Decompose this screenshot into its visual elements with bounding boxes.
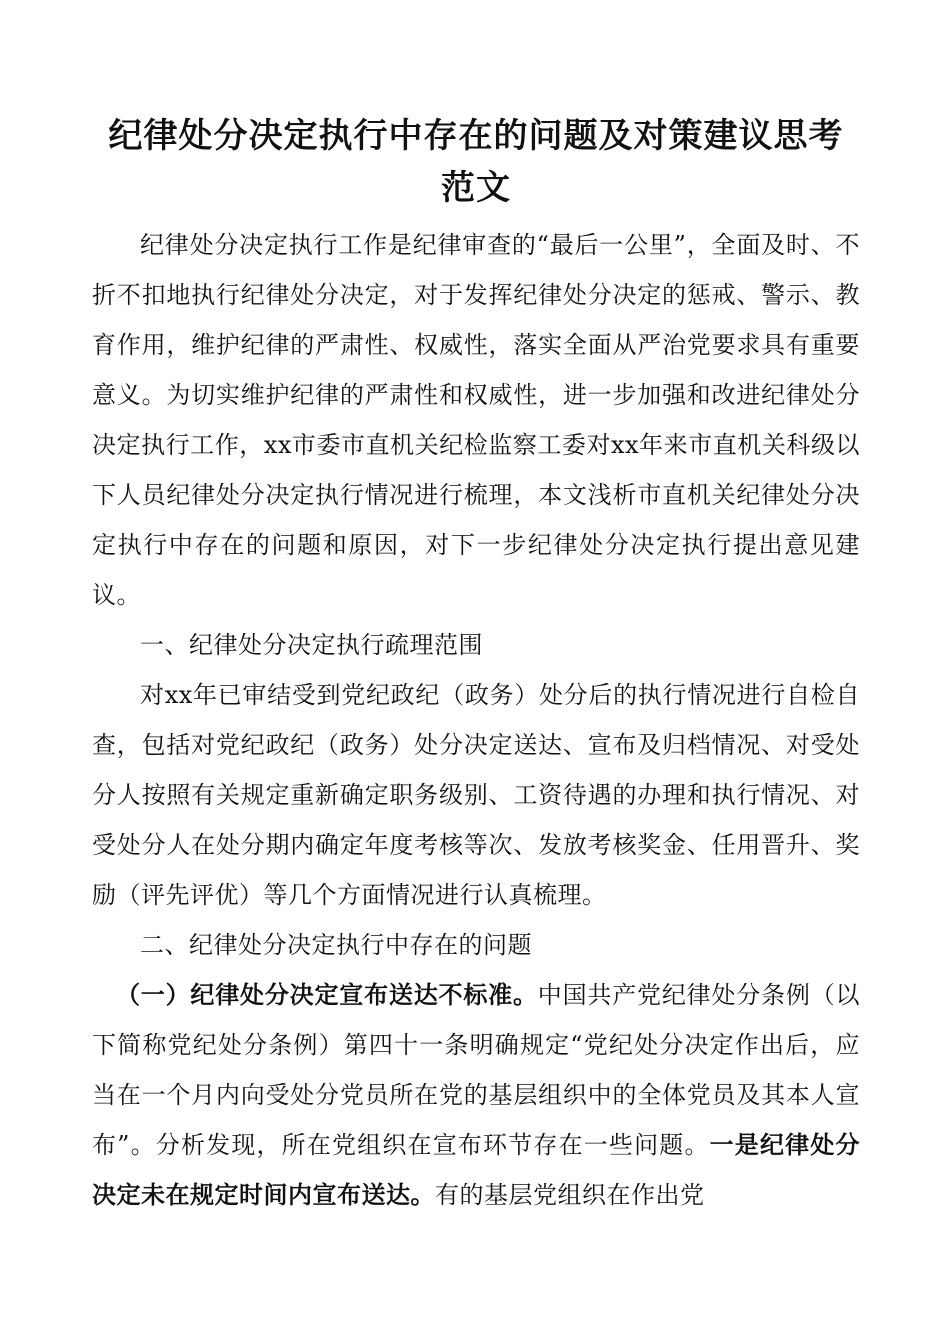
- title-line-2: 范文: [441, 168, 511, 208]
- subsection-1-heading: （一）纪律处分决定宣布送达不标准。: [116, 980, 538, 1009]
- subsection-1-text: 中国共产党纪律处分条例（以下简称党纪处分条例）第四十一条明确规定“党纪处分决定作出后，应当在一个月内向受处分党员所在党的基层组织中的全体党员及其本人宣布”。分析发现，所在党组织在宣布环节存在一些问题。: [92, 981, 861, 1159]
- subsection-1-point-1: 一是纪律处分决定未在规定时间内宣布送达。: [92, 1130, 860, 1209]
- subsection-1-text-continued: 有的基层党组织在作出党: [435, 1181, 705, 1209]
- intro-paragraph: 纪律处分决定执行工作是纪律审查的“最后一公里”，全面及时、不折不扣地执行纪律处分决定，对于发挥纪律处分决定的惩戒、警示、教育作用，维护纪律的严肃性、权威性，落实全面从严治党要求具有重要意义。为切实维护纪律的严肃性和权威性，进一步加强和改进纪律处分决定执行工作，xx市委市直机关纪检监察工委对xx年来市直机关科级以下人员纪律处分决定执行情况进行梳理，本文浅析市直机关纪律处分决定执行中存在的问题和原因，对下一步纪律处分决定执行提出意见建议。: [92, 231, 860, 609]
- section-2-heading: 二、纪律处分决定执行中存在的问题: [140, 931, 532, 959]
- title-line-1: 纪律处分决定执行中存在的问题及对策建议思考: [108, 116, 844, 156]
- subsection-1-paragraph: [92, 970, 860, 1220]
- section-1-heading: 一、纪律处分决定执行疏理范围: [140, 631, 483, 659]
- document-page: [92, 110, 860, 1220]
- section-1-paragraph: 对xx年已审结受到党纪政纪（政务）处分后的执行情况进行自检自查，包括对党纪政纪（政务）处分决定送达、宣布及归档情况、对受处分人按照有关规定重新确定职务级别、工资待遇的办理和执行情况、对受处分人在处分期内确定年度考核等次、发放考核奖金、任用晋升、奖励（评先评优）等几个方面情况进行认真梳理。: [92, 681, 860, 909]
- document-title: [92, 110, 860, 214]
